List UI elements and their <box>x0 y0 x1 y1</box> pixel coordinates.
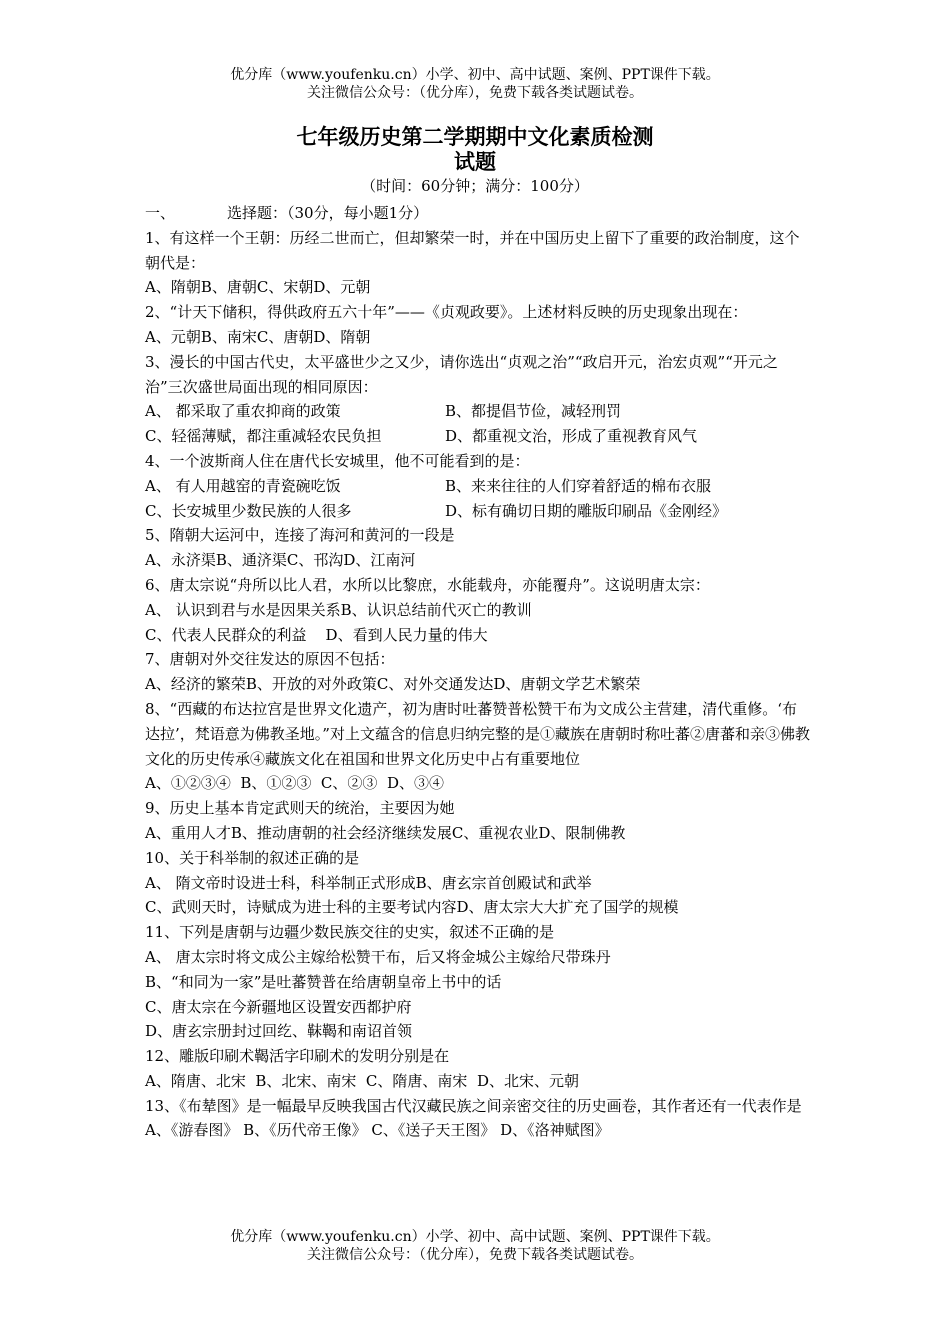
question-stem: 7、唐朝对外交往发达的原因不包括： <box>145 650 395 669</box>
header-line-2: 关注微信公众号：（优分库），免费下载各类试题试卷。 <box>307 85 643 101</box>
question-options: A、隋唐、北宋 B、北宋、南宋 C、隋唐、南宋 D、北宋、元朝 <box>145 1071 579 1090</box>
option-a: A、 有人用越窑的青瓷碗吃饭 <box>145 476 341 495</box>
option-d: D、标有确切日期的雕版印刷品《金刚经》 <box>445 501 728 520</box>
question-options: C、唐太宗在今新疆地区设置安西都护府 <box>145 997 412 1016</box>
question-options: B、“和同为一家”是吐蕃赞普在给唐朝皇帝上书中的话 <box>145 972 502 991</box>
question-options: A、 隋文帝时设进士科，科举制正式形成B、唐玄宗首创殿试和武举 <box>145 873 592 892</box>
document-title: 七年级历史第二学期期中文化素质检测 <box>296 124 654 149</box>
section-label: 选择题：（30分，每小题1分） <box>227 204 429 222</box>
question-options: A、重用人才B、推动唐朝的社会经济继续发展C、重视农业D、限制佛教 <box>145 823 626 842</box>
question-options: A、 唐太宗时将文成公主嫁给松赞干布，后又将金城公主嫁给尺带珠丹 <box>145 947 611 966</box>
footer-line-2: 关注微信公众号：（优分库），免费下载各类试题试卷。 <box>307 1247 643 1263</box>
option-c: C、长安城里少数民族的人很多 <box>145 501 352 520</box>
page-header <box>0 66 950 102</box>
question-stem: 6、唐太宗说“舟所以比人君，水所以比黎庶，水能载舟，亦能覆舟”。这说明唐太宗： <box>145 575 710 594</box>
question-options: D、唐玄宗册封过回纥、靺鞨和南诏首领 <box>145 1022 413 1041</box>
question-body <box>145 201 810 1143</box>
footer-line-1: 优分库（www.youfenku.cn）小学、初中、高中试题、案例、PPT课件下载。 <box>230 1229 720 1245</box>
question-options: C、代表人民群众的利益 D、看到人民力量的伟大 <box>145 625 488 644</box>
section-number: 一、 <box>145 204 176 222</box>
question-stem: 5、隋朝大运河中，连接了海河和黄河的一段是 <box>145 526 455 545</box>
question-options: A、永济渠B、通济渠C、邗沟D、江南河 <box>145 551 416 570</box>
question-options <box>145 499 810 524</box>
option-d: D、都重视文治，形成了重视教育风气 <box>445 427 698 446</box>
option-b: B、来来往往的人们穿着舒适的棉布衣服 <box>445 476 712 495</box>
question-stem: 11、下列是唐朝与边疆少数民族交往的史实，叙述不正确的是 <box>145 923 555 942</box>
question-stem: 12、雕版印刷术鞨活字印刷术的发明分别是在 <box>145 1047 450 1066</box>
page-footer <box>0 1228 950 1264</box>
exam-info: （时间：60分钟；满分：100分） <box>361 177 589 195</box>
option-c: C、轻徭薄赋，都注重减轻农民负担 <box>145 427 382 446</box>
section-heading <box>145 201 810 226</box>
question-options: A、《游春图》 B、《历代帝王像》 C、《送子天王图》 D、《洛神赋图》 <box>145 1121 610 1140</box>
question-stem: 8、“西藏的布达拉宫是世界文化遗产，初为唐时吐蕃赞普松赞干布为文成公主营建，清代重修。‘布达拉’，梵语意为佛教圣地。”对上文蕴含的信息归纳完整的是①藏族在唐朝时称吐蕃②唐蕃和亲③佛教文化的历史传承④藏族文化在祖国和世界文化历史中占有重要地位 <box>145 699 810 768</box>
question-options <box>145 474 810 499</box>
option-b: B、都提倡节俭，减轻刑罚 <box>445 402 622 421</box>
question-stem: 1、有这样一个王朝：历经二世而亡，但却繁荣一时，并在中国历史上留下了重要的政治制度，这个朝代是： <box>145 228 800 272</box>
question-options: A、经济的繁荣B、开放的对外政策C、对外交通发达D、唐朝文学艺术繁荣 <box>145 675 641 694</box>
option-a: A、 都采取了重农抑商的政策 <box>145 402 341 421</box>
question-stem: 3、漫长的中国古代史，太平盛世少之又少，请你选出“贞观之治”“政启开元，治宏贞观”“开元之治”三次盛世局面出现的相同原因： <box>145 352 778 396</box>
question-stem: 9、历史上基本肯定武则天的统治，主要因为她 <box>145 799 455 818</box>
header-line-1: 优分库（www.youfenku.cn）小学、初中、高中试题、案例、PPT课件下载。 <box>230 67 720 83</box>
question-options: A、 认识到君与水是因果关系B、认识总结前代灭亡的教训 <box>145 600 532 619</box>
document-title-line-2: 试题 <box>454 149 496 174</box>
question-stem: 2、“计天下储积，得供政府五六十年”——《贞观政要》。上述材料反映的历史现象出现在： <box>145 303 748 322</box>
question-stem: 13、《布辇图》是一幅最早反映我国古代汉藏民族之间亲密交往的历史画卷，其作者还有一代表作是 <box>145 1096 802 1115</box>
question-options: C、武则天时，诗赋成为进士科的主要考试内容D、唐太宗大大扩充了国学的规模 <box>145 898 679 917</box>
question-options: A、隋朝B、唐朝C、宋朝D、元朝 <box>145 278 371 297</box>
question-options <box>145 399 810 424</box>
question-options: A、①②③④ B、①②③ C、②③ D、③④ <box>145 774 444 793</box>
question-stem: 10、关于科举制的叙述正确的是 <box>145 848 360 867</box>
question-stem: 4、一个波斯商人住在唐代长安城里，他不可能看到的是： <box>145 451 530 470</box>
question-options: A、元朝B、南宋C、唐朝D、隋朝 <box>145 327 371 346</box>
question-options <box>145 424 810 449</box>
